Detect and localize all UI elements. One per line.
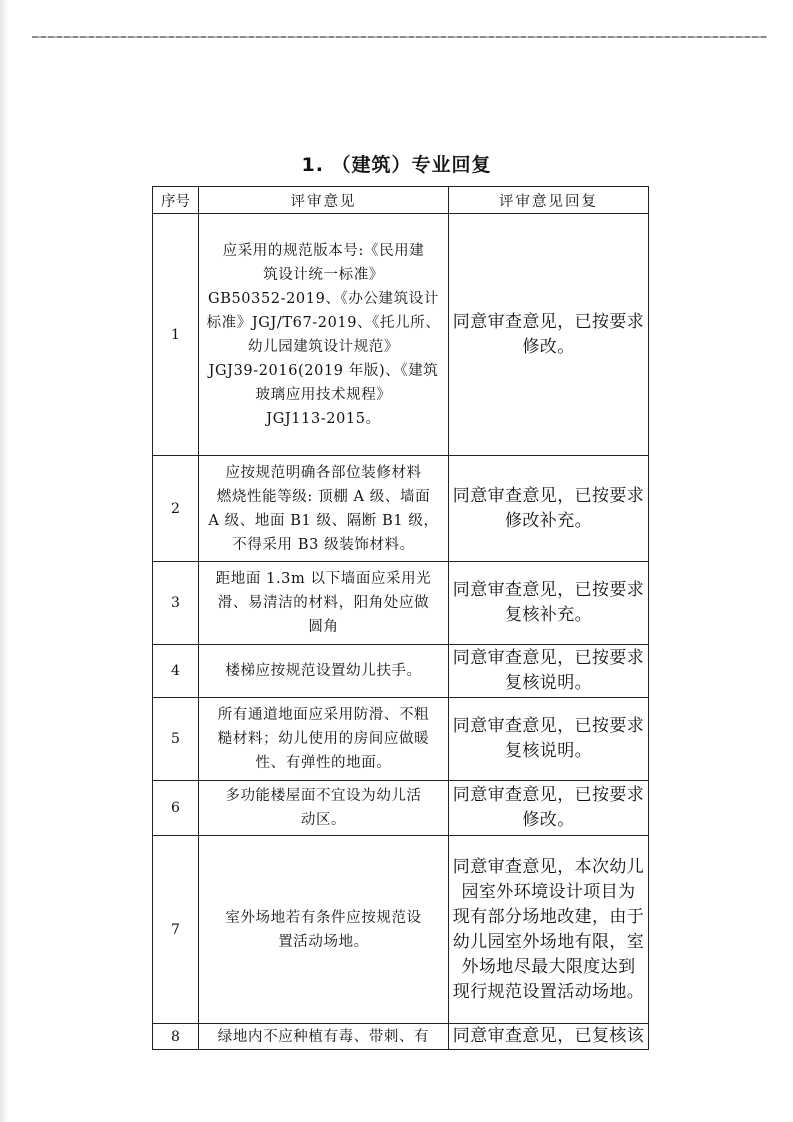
- row-reply: [449, 562, 649, 645]
- opinion-line: 置活动场地。: [278, 933, 369, 950]
- table-row: [153, 1024, 649, 1050]
- reply-line: 修改。: [522, 336, 575, 357]
- row-opinion: [199, 781, 449, 836]
- opinion-line: 糙材料；幼儿使用的房间应做暖: [217, 731, 430, 747]
- reply-line: 同意审查意见，已按要求: [452, 311, 645, 332]
- reply-line: 同意审查意见，已按要求: [452, 648, 645, 668]
- table-header-row: [153, 187, 649, 214]
- reply-line: 外场地尽最大限度达到: [461, 956, 636, 977]
- row-seq: 8: [153, 1024, 199, 1050]
- row-opinion: [199, 698, 449, 781]
- row-seq: 7: [153, 836, 199, 1024]
- reply-line: 幼儿园室外场地有限，室: [452, 931, 645, 952]
- opinion-line: 多功能楼屋面不宜设为幼儿活: [225, 788, 422, 804]
- row-reply: [449, 836, 649, 1024]
- row-opinion: [199, 1024, 449, 1050]
- opinion-line: 不得采用 B3 级装饰材料。: [232, 536, 415, 553]
- top-scan-rule: [32, 36, 767, 38]
- reply-line: 复核说明。: [505, 741, 592, 761]
- review-table: [152, 186, 649, 1050]
- reply-line: 同意审查意见，已按要求: [452, 716, 645, 736]
- reply-line: 复核说明。: [505, 673, 592, 693]
- opinion-line: 性、有弹性的地面。: [255, 755, 392, 771]
- table-row: [153, 781, 649, 836]
- row-reply: [449, 214, 649, 456]
- opinion-line: 应采用的规范版本号:《民用建: [222, 242, 425, 259]
- row-seq: 3: [153, 562, 199, 645]
- opinion-line: 圆角: [308, 619, 339, 635]
- header-opinion: 评审意见: [199, 187, 449, 214]
- opinion-line: JGJ39-2016(2019 年版)、《建筑: [208, 362, 439, 379]
- reply-line: 现有部分场地改建，由于: [452, 906, 645, 927]
- opinion-line: GB50352-2019、《办公建筑设计: [208, 290, 439, 307]
- opinion-line: 距地面 1.3m 以下墙面应采用光: [215, 571, 432, 587]
- page-title: 1. （建筑）专业回复: [301, 154, 492, 176]
- row-seq: 2: [153, 456, 199, 562]
- opinion-line: 幼儿园建筑设计规范》: [248, 338, 399, 355]
- row-opinion: [199, 456, 449, 562]
- opinion-line: JGJ113-2015。: [266, 410, 381, 427]
- row-reply: [449, 698, 649, 781]
- row-reply: [449, 781, 649, 836]
- opinion-line: 标准》JGJ/T67-2019、《托儿所、: [206, 314, 441, 331]
- reply-line: 修改。: [522, 810, 575, 830]
- row-opinion: [199, 214, 449, 456]
- row-reply: [449, 456, 649, 562]
- table-row: [153, 645, 649, 698]
- opinion-line: 绿地内不应种植有毒、带刺、有: [217, 1028, 430, 1045]
- row-reply: [449, 1024, 649, 1050]
- row-opinion: [199, 645, 449, 698]
- opinion-line: 筑设计统一标准》: [263, 266, 384, 283]
- table-row: [153, 214, 649, 456]
- reply-line: 现行规范设置活动场地。: [452, 981, 645, 1002]
- opinion-line: 室外场地若有条件应按规范设: [225, 909, 422, 926]
- row-seq: 5: [153, 698, 199, 781]
- reply-line: 同意审查意见，已复核该: [452, 1026, 645, 1046]
- reply-line: 同意审查意见，本次幼儿: [452, 856, 645, 877]
- row-seq: 1: [153, 214, 199, 456]
- header-seq: 序号: [153, 187, 199, 214]
- opinion-line: 楼梯应按规范设置幼儿扶手。: [225, 663, 422, 679]
- row-opinion: [199, 562, 449, 645]
- reply-line: 复核补充。: [505, 605, 592, 625]
- reply-line: 修改补充。: [505, 510, 592, 531]
- table-row: [153, 562, 649, 645]
- opinion-line: 滑、易清洁的材料，阳角处应做: [217, 595, 430, 611]
- opinion-line: 所有通道地面应采用防滑、不粗: [217, 707, 430, 723]
- header-reply: 评审意见回复: [449, 187, 649, 214]
- opinion-line: 燃烧性能等级: 顶棚 A 级、墙面: [216, 488, 431, 505]
- table-row: [153, 698, 649, 781]
- row-seq: 4: [153, 645, 199, 698]
- opinion-line: 动区。: [300, 812, 347, 828]
- reply-line: 同意审查意见，已按要求: [452, 485, 645, 506]
- row-opinion: [199, 836, 449, 1024]
- row-seq: 6: [153, 781, 199, 836]
- table-row: [153, 456, 649, 562]
- row-reply: [449, 645, 649, 698]
- reply-line: 同意审查意见，已按要求: [452, 580, 645, 600]
- opinion-line: 应按规范明确各部位装修材料: [225, 464, 422, 481]
- table-row: [153, 836, 649, 1024]
- reply-line: 同意审查意见，已按要求: [452, 785, 645, 805]
- reply-line: 园室外环境设计项目为: [461, 881, 636, 902]
- opinion-line: A 级、地面 B1 级、隔断 B1 级，: [208, 512, 439, 529]
- opinion-line: 玻璃应用技术规程》: [255, 386, 392, 403]
